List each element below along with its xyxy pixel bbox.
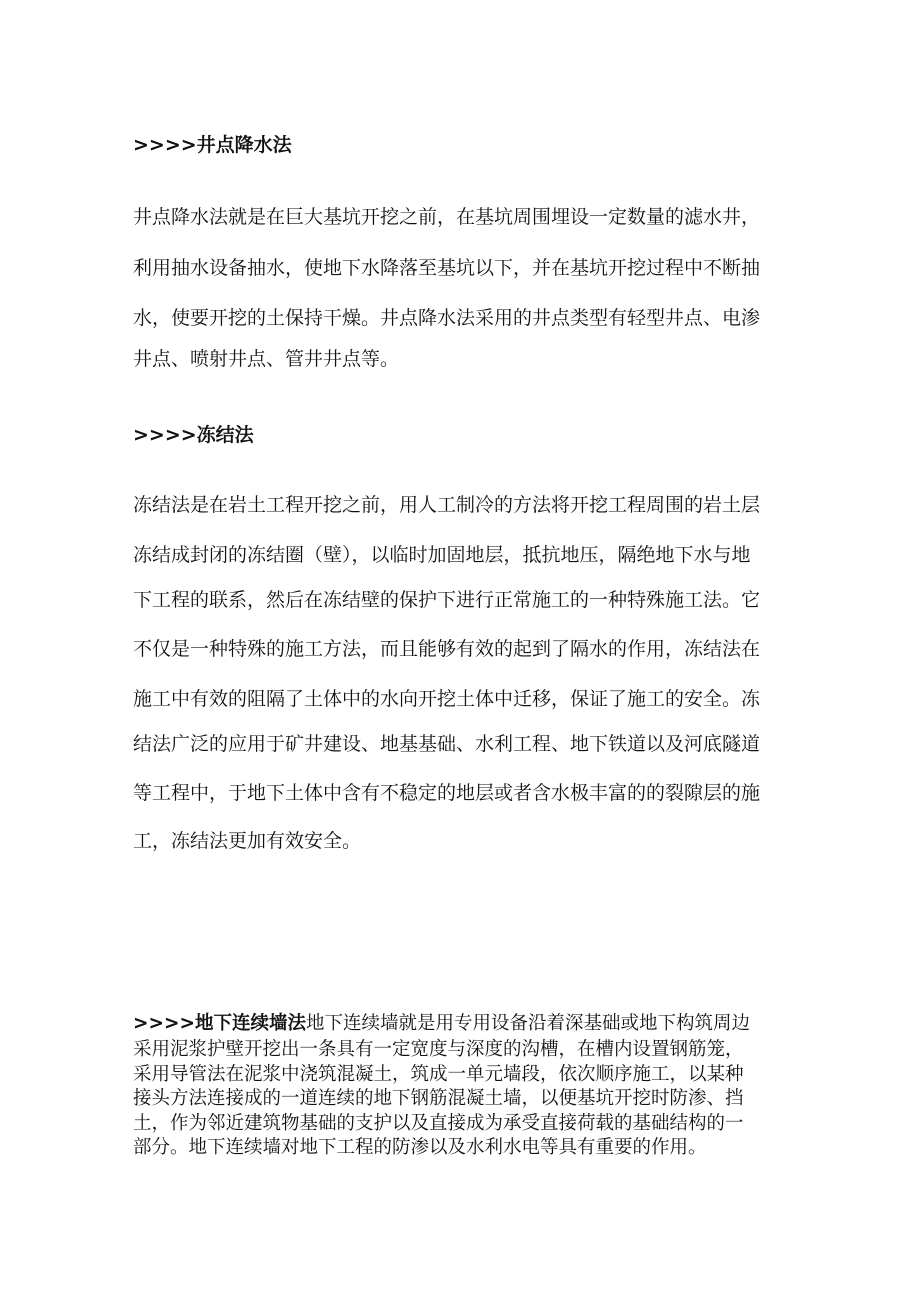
section-heading-freezing-method: >>>>冻结法 xyxy=(133,424,254,446)
paragraph-line: 冻结法是在岩土工程开挖之前，用人工制冷的方法将开挖工程周围的岩土层 xyxy=(133,494,761,516)
paragraph-line: 不仅是一种特殊的施工方法，而且能够有效的起到了隔水的作用，冻结法在 xyxy=(133,638,761,660)
section-heading-well-point-dewatering: >>>>井点降水法 xyxy=(133,134,292,156)
paragraph-line: 井点、喷射井点、管井井点等。 xyxy=(133,348,400,370)
paragraph-line: 冻结成封闭的冻结圈（壁），以临时加固地层，抵抗地压，隔绝地下水与地 xyxy=(133,544,751,566)
paragraph-line: 土，作为邻近建筑物基础的支护以及直接成为承受直接荷载的基础结构的一 xyxy=(133,1113,744,1134)
paragraph-line: 部分。地下连续墙对地下工程的防渗以及水利水电等具有重要的作用。 xyxy=(133,1137,707,1158)
paragraph-text: 地下连续墙就是用专用设备沿着深基础或地下构筑周边 xyxy=(306,1013,751,1034)
paragraph-line: 井点降水法就是在巨大基坑开挖之前，在基坑周围埋设一定数量的滤水井， xyxy=(133,206,761,228)
paragraph-line: 结法广泛的应用于矿井建设、地基基础、水利工程、地下铁道以及河底隧道 xyxy=(133,733,761,755)
section-heading-diaphragm-wall: >>>>地下连续墙法 xyxy=(133,1013,307,1034)
paragraph-line: 采用泥浆护壁开挖出一条具有一定宽度与深度的沟槽，在槽内设置钢筋笼， xyxy=(133,1039,744,1060)
paragraph-line: 施工中有效的阻隔了土体中的水向开挖土体中迁移，保证了施工的安全。冻 xyxy=(133,688,761,710)
paragraph-line: 水，使要开挖的土保持干燥。井点降水法采用的井点类型有轻型井点、电渗 xyxy=(133,307,761,329)
paragraph-line: 等工程中，于地下土体中含有不稳定的地层或者含水极丰富的的裂隙层的施 xyxy=(133,782,761,804)
section3-first-line xyxy=(133,1012,750,1036)
paragraph-line: 采用导管法在泥浆中浇筑混凝土，筑成一单元墙段，依次顺序施工，以某种 xyxy=(133,1064,744,1085)
paragraph-line: 下工程的联系，然后在冻结壁的保护下进行正常施工的一种特殊施工法。它 xyxy=(133,589,761,611)
paragraph-line: 工，冻结法更加有效安全。 xyxy=(133,830,362,852)
paragraph-line: 利用抽水设备抽水，使地下水降落至基坑以下，并在基坑开挖过程中不断抽 xyxy=(133,257,761,279)
paragraph-line: 接头方法连接成的一道连续的地下钢筋混凝土墙，以便基坑开挖时防渗、挡 xyxy=(133,1088,744,1109)
